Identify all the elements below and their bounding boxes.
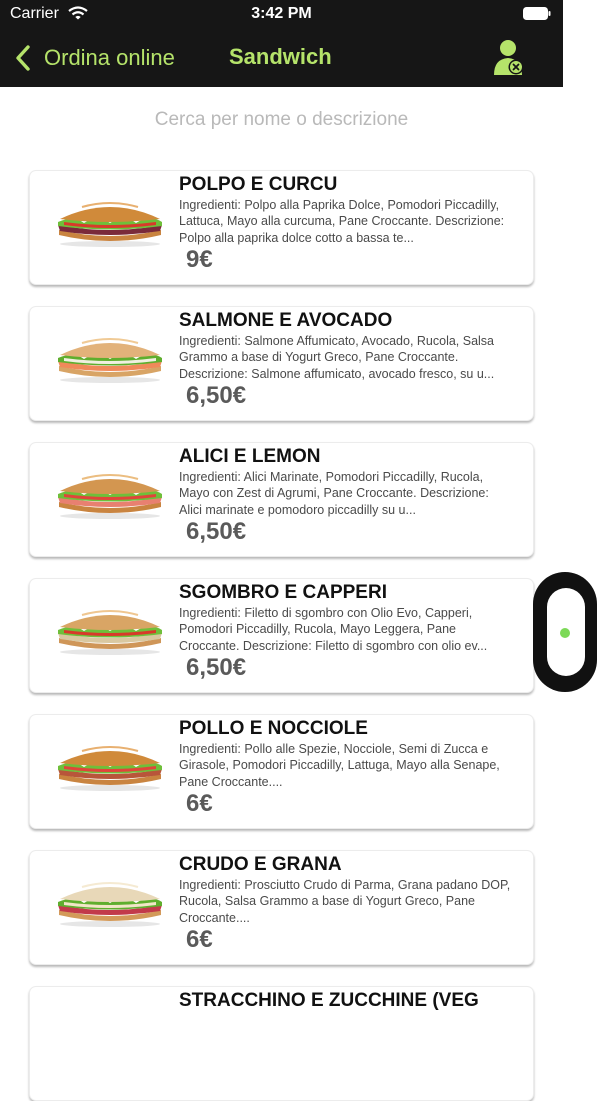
navigation-bar — [0, 28, 563, 87]
sandwich-image — [54, 605, 166, 657]
status-bar — [0, 0, 563, 28]
product-price: 6,50€ — [186, 382, 247, 409]
back-button[interactable] — [14, 42, 175, 74]
product-card[interactable] — [29, 578, 534, 693]
product-description: Ingredienti: Filetto di sgombro con Olio Evo, Capperi, Pomodori Piccadilly, Rucola, Mayo Leggera, Pane Croccante. Descrizione: Filetto di sgombro con olio ev... — [179, 606, 488, 653]
product-name: POLPO E CURCU — [179, 174, 338, 195]
battery-icon — [523, 7, 551, 20]
product-price: 6,50€ — [186, 654, 247, 681]
product-price: 9€ — [186, 246, 213, 273]
chevron-left-icon — [14, 44, 32, 72]
search-input[interactable] — [40, 101, 523, 139]
sandwich-image — [54, 877, 166, 929]
sandwich-image — [54, 333, 166, 385]
product-description: Ingredienti: Alici Marinate, Pomodori Piccadilly, Rucola, Mayo con Zest di Agrumi, Pane Croccante. Descrizione: Alici marinate e pomodoro piccadilly su u... — [179, 470, 489, 517]
search-bar — [0, 87, 563, 155]
product-card[interactable] — [29, 714, 534, 829]
product-card[interactable] — [29, 306, 534, 421]
product-name: SALMONE E AVOCADO — [179, 310, 393, 331]
product-name: ALICI E LEMON — [179, 446, 321, 467]
product-card[interactable] — [29, 170, 534, 285]
product-description: Ingredienti: Prosciutto Crudo di Parma, Grana padano DOP, Rucola, Salsa Grammo a base di Yogurt Greco, Pane Croccante.... — [179, 878, 511, 925]
clock: 3:42 PM — [251, 5, 312, 22]
product-card[interactable] — [29, 850, 534, 965]
page-title: Sandwich — [229, 44, 332, 69]
product-card[interactable] — [29, 442, 534, 557]
product-name: STRACCHINO E ZUCCHINE (VEG — [179, 990, 479, 1011]
status-dot — [560, 628, 570, 638]
user-remove-icon[interactable] — [492, 39, 526, 75]
product-price: 6€ — [186, 790, 213, 817]
product-card[interactable] — [29, 986, 534, 1101]
product-name: CRUDO E GRANA — [179, 854, 342, 875]
sandwich-image — [54, 741, 166, 793]
product-list — [0, 172, 563, 1011]
sandwich-image — [54, 197, 166, 249]
product-description: Ingredienti: Polpo alla Paprika Dolce, Pomodori Piccadilly, Lattuca, Mayo alla curcuma, Pane Croccante. Descrizione: Polpo alla paprika dolce cotto a bassa te... — [179, 198, 505, 245]
product-price: 6€ — [186, 926, 213, 953]
product-name: POLLO E NOCCIOLE — [179, 718, 368, 739]
product-price: 6,50€ — [186, 518, 247, 545]
product-description: Ingredienti: Pollo alle Spezie, Nocciole, Semi di Zucca e Girasole, Pomodori Piccadilly, Lattuga, Mayo alla Senape, Pane Croccante.... — [179, 742, 500, 789]
product-name: SGOMBRO E CAPPERI — [179, 582, 387, 603]
floating-action-button[interactable] — [533, 572, 597, 692]
product-description: Ingredienti: Salmone Affumicato, Avocado, Rucola, Salsa Grammo a base di Yogurt Greco, Pane Croccante. Descrizione: Salmone affumicato, avocado fresco, su u... — [179, 334, 495, 381]
back-label: Ordina online — [44, 45, 175, 70]
sandwich-image — [54, 469, 166, 521]
carrier-label: Carrier — [10, 5, 59, 22]
